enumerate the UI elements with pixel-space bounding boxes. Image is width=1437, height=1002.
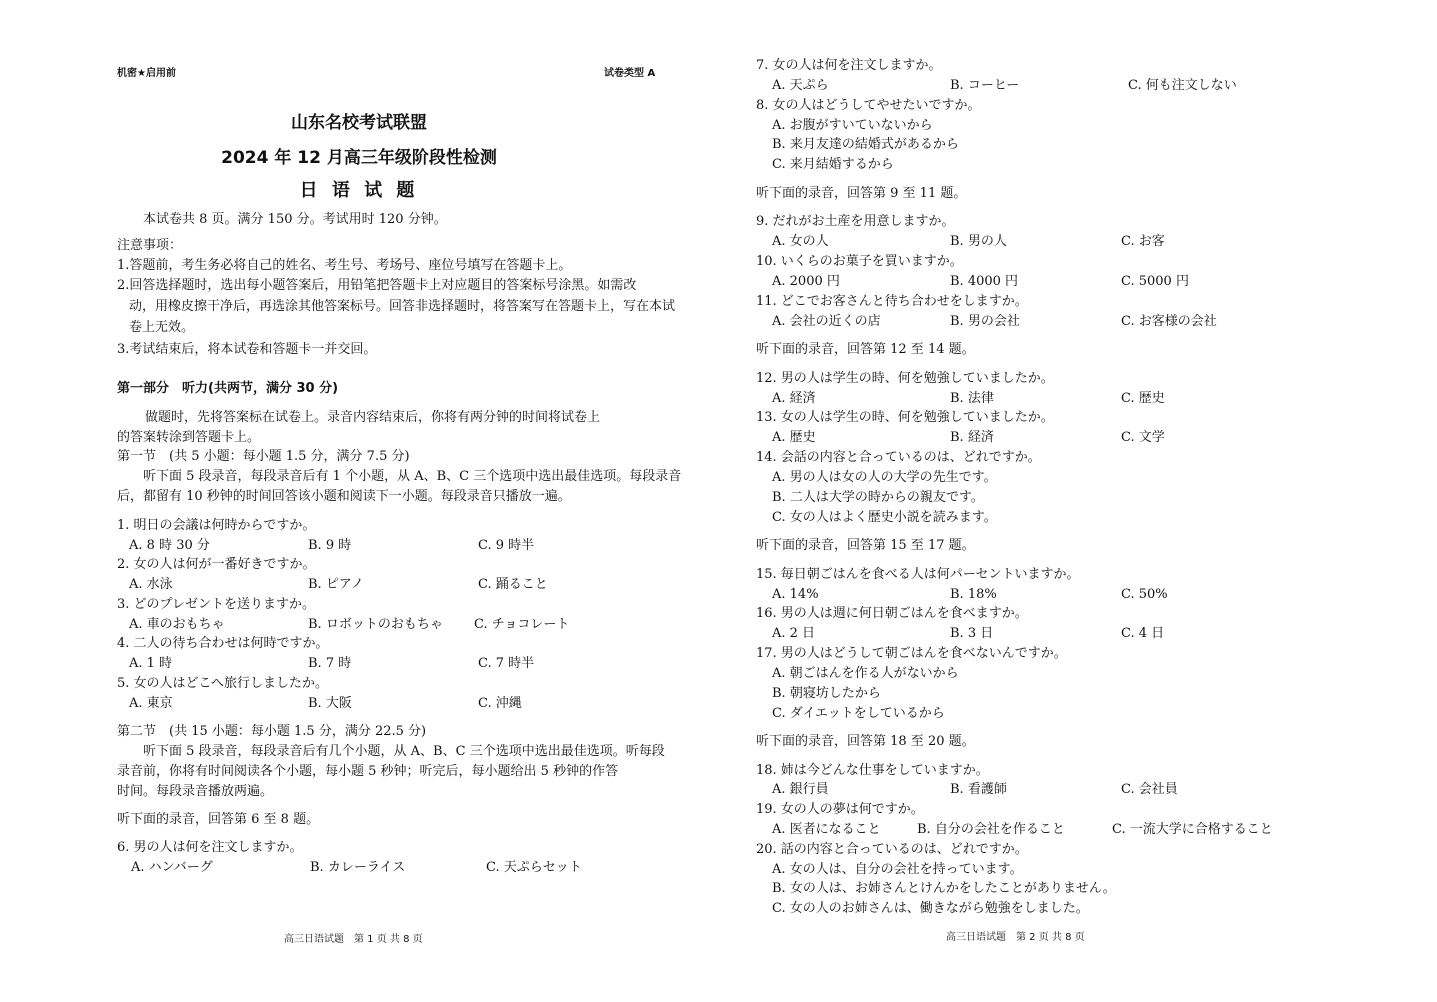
part1-instructions-line-1: 做题时，先将答案标在试卷上。录音内容结束后，你将有两分钟的时间将试卷上 — [145, 410, 601, 425]
question-2-option-a: A. 水泳 — [129, 577, 173, 592]
question-1-option-c: C. 9 時半 — [478, 538, 535, 553]
question-7-option-c: C. 何も注文しない — [1128, 78, 1237, 93]
question-19-option-a: A. 医者になること — [772, 822, 881, 837]
section2-instructions-line-3: 时间。每段录音播放两遍。 — [117, 784, 274, 799]
question-5-option-b: B. 大阪 — [308, 696, 352, 711]
notice-item-1: 1.答题前，考生务必将自己的姓名、考生号、考场号、座位号填写在答题卡上。 — [117, 258, 572, 273]
question-16-option-b: B. 3 日 — [950, 626, 994, 641]
question-13-option-b: B. 経済 — [950, 430, 994, 445]
question-15-option-c: C. 50% — [1121, 587, 1168, 602]
section1-instructions-line-1: 听下面 5 段录音，每段录音后有 1 个小题，从 A、B、C 三个选项中选出最佳选项。每段录音 — [143, 469, 682, 484]
question-15-option-b: B. 18% — [950, 587, 997, 602]
question-19: 19. 女の人の夢は何ですか。 — [756, 802, 924, 817]
listen-instruction-15-17: 听下面的录音，回答第 15 至 17 题。 — [756, 538, 975, 553]
question-20-option-b: B. 女の人は、お姉さんとけんかをしたことがありません。 — [772, 881, 1116, 896]
section1-instructions-line-2: 后，都留有 10 秒钟的时间回答该小题和阅读下一小题。每段录音只播放一遍。 — [117, 489, 571, 504]
question-1-option-b: B. 9 時 — [308, 538, 352, 553]
listen-instruction-12-14: 听下面的录音，回答第 12 至 14 题。 — [756, 342, 975, 357]
listen-instruction-18-20: 听下面的录音，回答第 18 至 20 题。 — [756, 734, 975, 749]
question-18-option-c: C. 会社員 — [1121, 782, 1178, 797]
question-18-option-b: B. 看護師 — [950, 782, 1007, 797]
question-18: 18. 姉は今どんな仕事をしていますか。 — [756, 763, 989, 778]
question-8-option-a: A. お腹がすいていないから — [772, 118, 933, 133]
question-15-option-a: A. 14% — [772, 587, 819, 602]
question-16-option-c: C. 4 日 — [1121, 626, 1165, 641]
question-17-option-c: C. ダイエットをしているから — [772, 706, 945, 721]
question-7-option-b: B. コーヒー — [950, 78, 1020, 93]
question-11: 11. どこでお客さんと待ち合わせをしますか。 — [756, 294, 1028, 309]
section2-heading: 第二节 (共 15 小题：每小题 1.5 分，满分 22.5 分) — [117, 724, 427, 739]
question-4-option-c: C. 7 時半 — [478, 656, 535, 671]
question-6-option-a: A. ハンバーグ — [131, 860, 213, 875]
question-12: 12. 男の人は学生の時、何を勉強していましたか。 — [756, 371, 1054, 386]
question-14-option-c: C. 女の人はよく歴史小説を読みます。 — [772, 510, 997, 525]
question-17-option-b: B. 朝寝坊したから — [772, 686, 881, 701]
question-2-option-c: C. 踊ること — [478, 577, 548, 592]
question-4-option-b: B. 7 時 — [308, 656, 352, 671]
question-6: 6. 男の人は何を注文しますか。 — [117, 840, 303, 855]
page-footer: 高三日语试题 第 2 页 共 8 页 — [946, 932, 1085, 943]
question-7-option-a: A. 天ぷら — [772, 78, 829, 93]
subject-title: 日 语 试 题 — [299, 180, 419, 201]
question-9-option-c: C. お客 — [1121, 234, 1165, 249]
question-12-option-c: C. 歴史 — [1121, 391, 1165, 406]
question-10-option-c: C. 5000 円 — [1121, 274, 1189, 289]
question-3-option-b: B. ロボットのおもちゃ — [308, 617, 443, 632]
question-2: 2. 女の人は何が一番好きですか。 — [117, 557, 316, 572]
notice-item-3: 3.考试结束后，将本试卷和答题卡一并交回。 — [117, 342, 377, 357]
question-13: 13. 女の人は学生の時、何を勉強していましたか。 — [756, 410, 1054, 425]
question-15: 15. 毎日朝ごはんを食べる人は何パーセントいますか。 — [756, 567, 1080, 582]
question-10-option-a: A. 2000 円 — [772, 274, 840, 289]
notice-item-2-line-1: 2.回答选择题时，选出每小题答案后，用铅笔把答题卡上对应题目的答案标号涂黑。如需改 — [117, 278, 637, 293]
question-19-option-c: C. 一流大学に合格すること — [1112, 822, 1273, 837]
notice-heading: 注意事项： — [117, 238, 183, 253]
question-10-option-b: B. 4000 円 — [950, 274, 1019, 289]
question-4-option-a: A. 1 時 — [129, 656, 173, 671]
question-2-option-b: B. ピアノ — [308, 577, 364, 592]
question-8-option-b: B. 来月友達の結婚式があるから — [772, 137, 959, 152]
question-9-option-b: B. 男の人 — [950, 234, 1007, 249]
part1-heading: 第一部分 听力(共两节，满分 30 分) — [117, 381, 339, 396]
question-5-option-a: A. 東京 — [129, 696, 173, 711]
question-11-option-b: B. 男の会社 — [950, 314, 1020, 329]
question-8-option-c: C. 来月結婚するから — [772, 157, 894, 172]
exam-page-2 — [718, 0, 1437, 1002]
question-11-option-a: A. 会社の近くの店 — [772, 314, 881, 329]
question-9-option-a: A. 女の人 — [772, 234, 829, 249]
question-7: 7. 女の人は何を注文しますか。 — [756, 58, 942, 73]
exam-organizer-title: 山东名校考试联盟 — [291, 113, 427, 133]
question-9: 9. だれがお土産を用意しますか。 — [756, 214, 955, 229]
confidential-label: 机密★启用前 — [117, 68, 176, 79]
question-11-option-c: C. お客様の会社 — [1121, 314, 1217, 329]
question-13-option-c: C. 文学 — [1121, 430, 1165, 445]
question-20-option-c: C. 女の人のお姉さんは、働きながら勉強をしました。 — [772, 901, 1089, 916]
question-10: 10. いくらのお菓子を買いますか。 — [756, 254, 963, 269]
question-6-option-b: B. カレーライス — [310, 860, 406, 875]
question-1: 1. 明日の会議は何時からですか。 — [117, 518, 316, 533]
part1-instructions-line-2: 的答案转涂到答题卡上。 — [117, 430, 261, 445]
question-12-option-b: B. 法律 — [950, 391, 994, 406]
question-5-option-c: C. 沖縄 — [478, 696, 522, 711]
page-footer: 高三日语试题 第 1 页 共 8 页 — [284, 934, 423, 945]
question-14: 14. 会話の内容と合っているのは、どれですか。 — [756, 450, 1041, 465]
question-19-option-b: B. 自分の会社を作ること — [917, 822, 1065, 837]
question-18-option-a: A. 銀行員 — [772, 782, 829, 797]
section2-instructions-line-1: 听下面 5 段录音，每段录音后有几个小题，从 A、B、C 三个选项中选出最佳选项。听每段 — [143, 744, 665, 759]
section1-heading: 第一节 (共 5 小题：每小题 1.5 分，满分 7.5 分) — [117, 449, 410, 464]
question-5: 5. 女の人はどこへ旅行しましたか。 — [117, 676, 329, 691]
question-3: 3. どのプレゼントを送りますか。 — [117, 597, 316, 612]
exam-name-title: 2024 年 12 月高三年级阶段性检测 — [221, 148, 497, 168]
notice-item-2-line-2: 动，用橡皮擦干净后，再选涂其他答案标号。回答非选择题时，将答案写在答题卡上，写在本试 — [129, 299, 676, 314]
question-20: 20. 話の内容と合っているのは、どれですか。 — [756, 842, 1028, 857]
section2-instructions-line-2: 录音前，你将有时间阅读各个小题，每小题 5 秒钟；听完后，每小题给出 5 秒钟的作答 — [117, 764, 619, 779]
question-16: 16. 男の人は週に何日朝ごはんを食べますか。 — [756, 606, 1028, 621]
question-12-option-a: A. 経済 — [772, 391, 816, 406]
paper-type-label: 试卷类型 A — [604, 68, 656, 79]
question-3-option-c: C. チョコレート — [474, 617, 570, 632]
question-1-option-a: A. 8 時 30 分 — [129, 538, 210, 553]
question-3-option-a: A. 車のおもちゃ — [129, 617, 225, 632]
listen-instruction-9-11: 听下面的录音，回答第 9 至 11 题。 — [756, 186, 967, 201]
question-4: 4. 二人の待ち合わせは何時ですか。 — [117, 636, 329, 651]
listen-instruction-6-8: 听下面的录音，回答第 6 至 8 题。 — [117, 812, 320, 827]
question-20-option-a: A. 女の人は、自分の会社を持っています。 — [772, 862, 1023, 877]
question-14-option-b: B. 二人は大学の時からの親友です。 — [772, 490, 984, 505]
question-14-option-a: A. 男の人は女の人の大学の先生です。 — [772, 470, 997, 485]
question-17: 17. 男の人はどうして朝ごはんを食べないんですか。 — [756, 646, 1067, 661]
question-8: 8. 女の人はどうしてやせたいですか。 — [756, 98, 981, 113]
question-17-option-a: A. 朝ごはんを作る人がないから — [772, 666, 959, 681]
exam-page-1 — [0, 0, 718, 1002]
question-16-option-a: A. 2 日 — [772, 626, 816, 641]
question-6-option-c: C. 天ぷらセット — [486, 860, 582, 875]
question-13-option-a: A. 歴史 — [772, 430, 816, 445]
notice-item-2-line-3: 卷上无效。 — [129, 320, 195, 335]
intro-text: 本试卷共 8 页。满分 150 分。考试用时 120 分钟。 — [143, 212, 447, 227]
